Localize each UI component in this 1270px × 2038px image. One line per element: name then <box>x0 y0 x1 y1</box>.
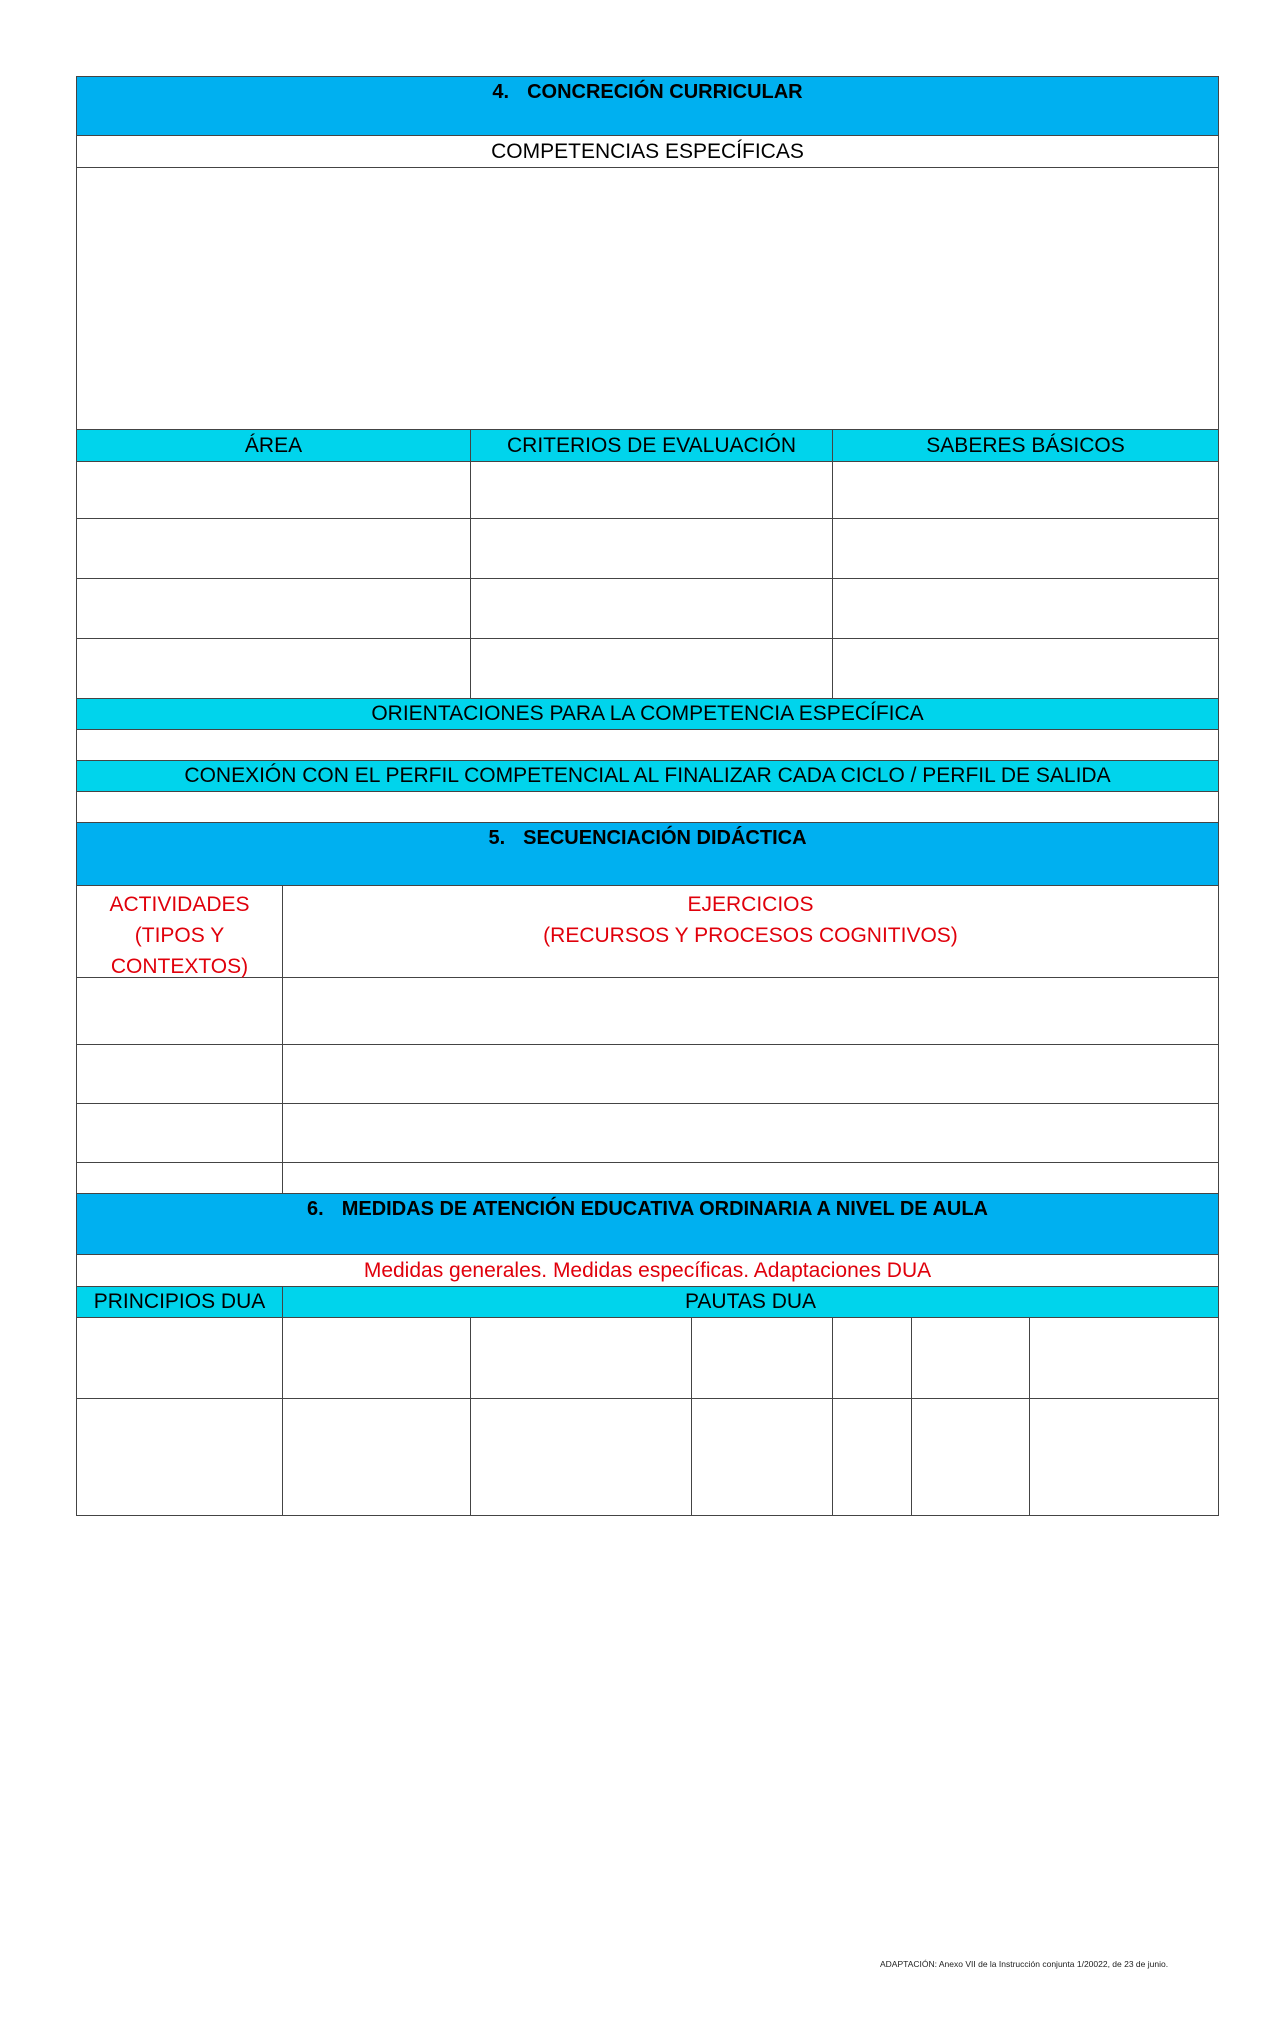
table-row <box>76 639 1219 699</box>
section-5-header <box>76 823 1219 886</box>
principio-cell[interactable] <box>77 1318 283 1398</box>
area-criterios-saberes-header <box>76 430 1219 462</box>
area-cell[interactable] <box>77 462 471 518</box>
pauta-cell[interactable] <box>283 1318 471 1398</box>
actividad-cell[interactable] <box>77 1163 283 1193</box>
principios-pautas-header <box>76 1287 1219 1318</box>
orientaciones-label-text: ORIENTACIONES PARA LA COMPETENCIA ESPECÍFICA <box>371 702 924 725</box>
table-row <box>76 462 1219 519</box>
table-row <box>76 1399 1219 1516</box>
ejercicio-cell[interactable] <box>283 1163 1218 1193</box>
pauta-cell[interactable] <box>833 1399 912 1515</box>
actividad-cell[interactable] <box>77 1104 283 1162</box>
principios-dua-header: PRINCIPIOS DUA <box>77 1287 283 1317</box>
criterios-cell[interactable] <box>471 639 833 698</box>
actividades-ejercicios-header <box>76 886 1219 978</box>
actividades-line-2: (TIPOS Y <box>134 924 225 947</box>
area-cell[interactable] <box>77 519 471 578</box>
actividad-cell[interactable] <box>77 1045 283 1103</box>
section-4-header <box>76 76 1219 136</box>
section-5-number: 5. <box>488 827 506 849</box>
column-header-criterios: CRITERIOS DE EVALUACIÓN <box>471 430 833 461</box>
competencias-label-text: COMPETENCIAS ESPECÍFICAS <box>491 139 804 163</box>
pauta-cell[interactable] <box>692 1399 833 1515</box>
table-row <box>76 1318 1219 1399</box>
criterios-cell[interactable] <box>471 579 833 638</box>
criterios-cell[interactable] <box>471 462 833 518</box>
actividades-line-1: ACTIVIDADES <box>109 893 250 916</box>
ejercicios-line-2: (RECURSOS Y PROCESOS COGNITIVOS) <box>543 924 958 947</box>
ejercicio-cell[interactable] <box>283 1045 1218 1103</box>
table-row <box>76 1163 1219 1194</box>
footer-note: ADAPTACIÓN: Anexo VII de la Instrucción conjunta 1/20022, de 23 de junio. <box>880 1959 1169 1969</box>
pauta-cell[interactable] <box>1030 1399 1218 1515</box>
section-5-title: SECUENCIACIÓN DIDÁCTICA <box>523 827 807 849</box>
pautas-dua-header: PAUTAS DUA <box>684 1290 817 1313</box>
pauta-cell[interactable] <box>692 1318 833 1398</box>
table-row <box>76 1045 1219 1104</box>
conexion-label-text: CONEXIÓN CON EL PERFIL COMPETENCIAL AL FINALIZAR CADA CICLO / PERFIL DE SALIDA <box>184 764 1111 787</box>
medidas-label <box>76 1255 1219 1287</box>
actividades-line-3: CONTEXTOS) <box>110 955 249 978</box>
pauta-cell[interactable] <box>283 1399 471 1515</box>
ejercicios-header <box>283 886 1218 977</box>
medidas-label-text: Medidas generales. Medidas específicas. Adaptaciones DUA <box>363 1258 932 1282</box>
area-cell[interactable] <box>77 579 471 638</box>
saberes-cell[interactable] <box>833 462 1218 518</box>
ejercicio-cell[interactable] <box>283 1104 1218 1162</box>
column-header-saberes: SABERES BÁSICOS <box>926 433 1125 457</box>
ejercicio-cell[interactable] <box>283 978 1218 1044</box>
pauta-cell[interactable] <box>471 1318 692 1398</box>
competencias-input-area[interactable] <box>76 168 1219 430</box>
section-6-title: MEDIDAS DE ATENCIÓN EDUCATIVA ORDINARIA A NIVEL DE AULA <box>341 1198 988 1220</box>
saberes-cell[interactable] <box>833 639 1218 698</box>
table-row <box>76 1104 1219 1163</box>
area-cell[interactable] <box>77 639 471 698</box>
saberes-cell[interactable] <box>833 579 1218 638</box>
pauta-cell[interactable] <box>833 1318 912 1398</box>
conexion-label <box>76 761 1219 792</box>
conexion-input[interactable] <box>76 792 1219 823</box>
ejercicios-line-1: EJERCICIOS <box>687 893 814 916</box>
actividades-header <box>77 886 283 977</box>
competencias-label <box>76 136 1219 168</box>
pauta-cell[interactable] <box>471 1399 692 1515</box>
pauta-cell[interactable] <box>1030 1318 1218 1398</box>
principio-cell[interactable] <box>77 1399 283 1515</box>
pauta-cell[interactable] <box>912 1399 1030 1515</box>
criterios-cell[interactable] <box>471 519 833 578</box>
actividad-cell[interactable] <box>77 978 283 1044</box>
orientaciones-label <box>76 699 1219 730</box>
section-6-number: 6. <box>307 1198 324 1220</box>
section-4-number: 4. <box>492 81 510 103</box>
table-row <box>76 978 1219 1045</box>
column-header-area: ÁREA <box>77 430 471 461</box>
table-row <box>76 519 1219 579</box>
planning-template <box>76 76 1219 1516</box>
saberes-cell[interactable] <box>833 519 1218 578</box>
table-row <box>76 579 1219 639</box>
pauta-cell[interactable] <box>912 1318 1030 1398</box>
section-6-header <box>76 1194 1219 1255</box>
section-4-title: CONCRECIÓN CURRICULAR <box>527 81 803 103</box>
orientaciones-input[interactable] <box>76 730 1219 761</box>
